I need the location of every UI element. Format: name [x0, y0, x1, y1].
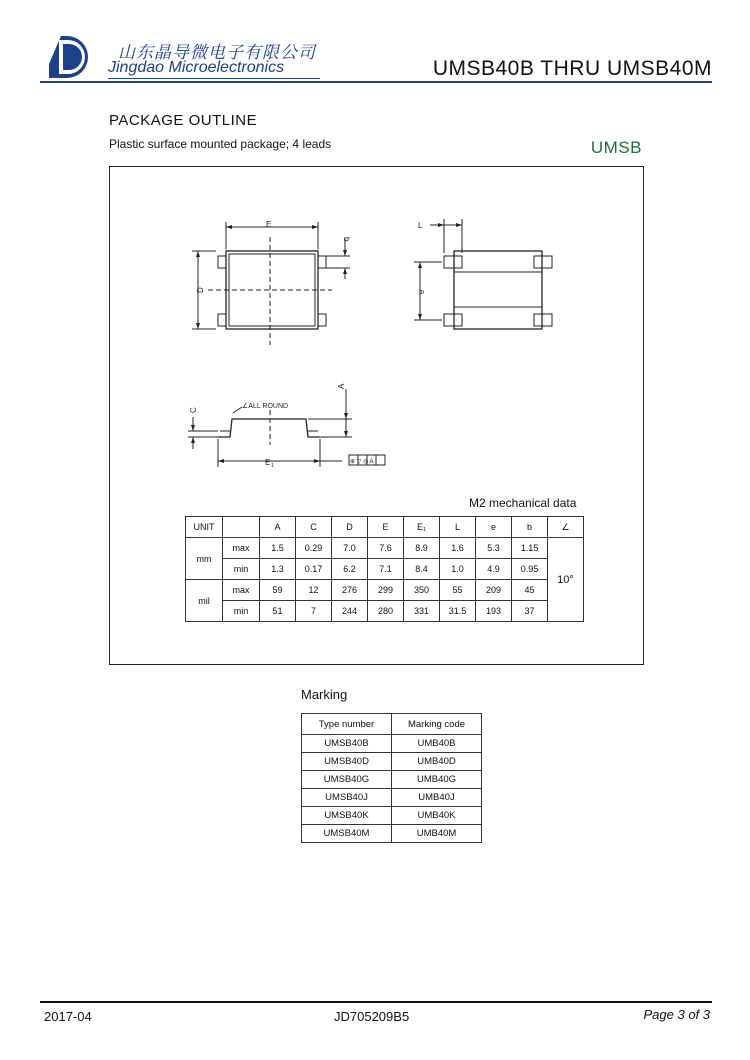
mech-header-cell: E: [368, 517, 404, 538]
value-cell: 1.6: [440, 538, 476, 559]
value-cell: 276: [332, 580, 368, 601]
marking-header-cell: Marking code: [392, 714, 482, 735]
value-cell: 280: [368, 601, 404, 622]
mech-header-cell: b: [512, 517, 548, 538]
company-name-en: Jingdao Microelectronics: [108, 59, 285, 76]
dim-label-e: e: [417, 289, 426, 294]
marking-table: [301, 713, 482, 843]
mech-header-cell: e: [476, 517, 512, 538]
value-cell: 7: [296, 601, 332, 622]
dim-label-C: C: [189, 407, 198, 413]
unit-cell: mil: [186, 580, 223, 622]
value-cell: 1.15: [512, 538, 548, 559]
company-name-cn: 山东晶导微电子有限公司: [118, 43, 316, 63]
dim-label-E1: E: [265, 458, 271, 467]
marking-code-cell: UMB40M: [392, 825, 482, 843]
value-cell: 6.2: [332, 559, 368, 580]
value-cell: 0.17: [296, 559, 332, 580]
value-cell: 244: [332, 601, 368, 622]
mech-header-cell: C: [296, 517, 332, 538]
marking-header-cell: Type number: [302, 714, 392, 735]
marking-row: [302, 735, 482, 753]
mech-row: [186, 601, 584, 622]
logo-underline: [108, 78, 320, 79]
footer-page-number: Page 3 of 3: [643, 1007, 710, 1022]
marking-row: [302, 771, 482, 789]
angle-value-cell: 10°: [548, 538, 584, 622]
value-cell: 7.1: [368, 559, 404, 580]
footer-document-code: JD705209B5: [334, 1009, 410, 1024]
type-number-cell: UMSB40B: [302, 735, 392, 753]
marking-title: Marking: [301, 687, 348, 702]
value-cell: 59: [260, 580, 296, 601]
document-title: UMSB40B THRU UMSB40M: [432, 57, 712, 80]
projection-symbols: ⊕ ▽ ◎ A: [350, 459, 374, 465]
section-title: PACKAGE OUTLINE: [109, 112, 258, 129]
value-cell: 37: [512, 601, 548, 622]
marking-code-cell: UMB40J: [392, 789, 482, 807]
value-cell: 12: [296, 580, 332, 601]
mechanical-data-caption: M2 mechanical data: [469, 496, 577, 510]
company-logo-icon: [47, 34, 95, 80]
section-subtitle: Plastic surface mounted package; 4 leads: [109, 137, 332, 151]
mech-header-row: [186, 517, 584, 538]
value-cell: 0.29: [296, 538, 332, 559]
value-cell: 209: [476, 580, 512, 601]
mech-header-cell: A: [260, 517, 296, 538]
value-cell: 55: [440, 580, 476, 601]
mech-header-cell: L: [440, 517, 476, 538]
limit-cell: min: [223, 601, 260, 622]
marking-code-cell: UMB40D: [392, 753, 482, 771]
header-divider: [40, 81, 712, 83]
dim-label-E1-sub: 1: [271, 463, 274, 469]
value-cell: 1.0: [440, 559, 476, 580]
package-name: UMSB: [590, 138, 642, 157]
mech-header-cell: UNIT: [186, 517, 223, 538]
footer-divider: [40, 1001, 712, 1003]
type-number-cell: UMSB40J: [302, 789, 392, 807]
dim-label-A: A: [337, 383, 346, 389]
value-cell: 350: [404, 580, 440, 601]
marking-code-cell: UMB40B: [392, 735, 482, 753]
value-cell: 7.6: [368, 538, 404, 559]
type-number-cell: UMSB40D: [302, 753, 392, 771]
value-cell: 0.95: [512, 559, 548, 580]
type-number-cell: UMSB40G: [302, 771, 392, 789]
value-cell: 5.3: [476, 538, 512, 559]
value-cell: 51: [260, 601, 296, 622]
value-cell: 7.0: [332, 538, 368, 559]
dim-label-E: E: [266, 220, 272, 229]
unit-cell: mm: [186, 538, 223, 580]
footer-date: 2017-04: [44, 1009, 92, 1024]
marking-row: [302, 753, 482, 771]
mech-header-cell: E₁: [404, 517, 440, 538]
marking-row: [302, 825, 482, 843]
mech-row: [186, 538, 584, 559]
mech-row: [186, 559, 584, 580]
marking-row: [302, 807, 482, 825]
value-cell: 1.5: [260, 538, 296, 559]
package-outline-drawing: [110, 167, 643, 477]
marking-row: [302, 789, 482, 807]
limit-cell: min: [223, 559, 260, 580]
value-cell: 31.5: [440, 601, 476, 622]
limit-cell: max: [223, 538, 260, 559]
limit-cell: max: [223, 580, 260, 601]
dim-label-b: b: [342, 237, 351, 242]
mech-header-cell: ∠: [548, 517, 584, 538]
mechanical-data-table: [185, 516, 584, 622]
value-cell: 193: [476, 601, 512, 622]
value-cell: 4.9: [476, 559, 512, 580]
mech-row: [186, 580, 584, 601]
mech-header-cell: D: [332, 517, 368, 538]
value-cell: 45: [512, 580, 548, 601]
dim-label-L: L: [418, 221, 423, 230]
value-cell: 299: [368, 580, 404, 601]
marking-code-cell: UMB40G: [392, 771, 482, 789]
marking-code-cell: UMB40K: [392, 807, 482, 825]
value-cell: 8.4: [404, 559, 440, 580]
mech-header-cell: [223, 517, 260, 538]
all-round-note: ∠ALL ROUND: [242, 403, 289, 410]
dim-label-D: D: [196, 287, 205, 293]
value-cell: 1.3: [260, 559, 296, 580]
type-number-cell: UMSB40M: [302, 825, 392, 843]
marking-header-row: [302, 714, 482, 735]
value-cell: 8.9: [404, 538, 440, 559]
value-cell: 331: [404, 601, 440, 622]
type-number-cell: UMSB40K: [302, 807, 392, 825]
